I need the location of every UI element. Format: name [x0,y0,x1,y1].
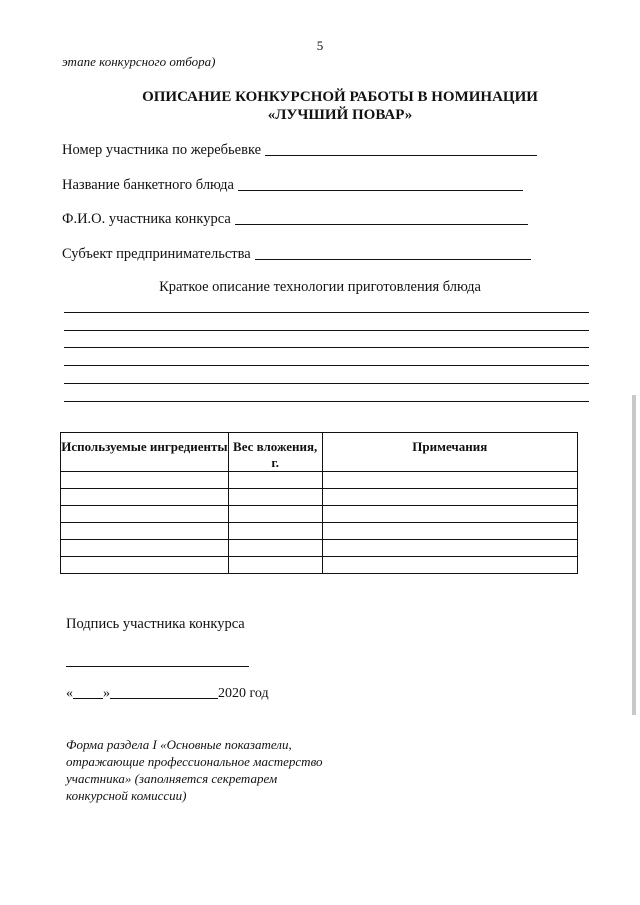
page-number: 5 [316,38,324,53]
signature-line[interactable] [66,666,249,667]
description-line[interactable] [64,401,589,402]
column-header-notes: Примечания [322,433,577,472]
participant-number-label: Номер участника по жеребьевке [62,142,262,158]
quote-close: » [103,686,110,701]
description-line[interactable] [64,365,589,366]
notes-cell[interactable] [322,540,577,557]
table-row [61,523,578,540]
column-header-ingredients: Используемые ингредиенты [61,433,229,472]
weight-cell[interactable] [228,523,322,540]
document-title [70,88,610,124]
ingredient-cell[interactable] [61,472,229,489]
participant-number-input-line[interactable] [265,155,537,156]
notes-cell[interactable] [322,557,577,574]
table-row [61,472,578,489]
subject-input-line[interactable] [255,259,531,260]
month-blank[interactable] [110,698,218,699]
description-line[interactable] [64,347,589,348]
subject-field [62,246,531,263]
dish-name-label: Название банкетного блюда [62,177,234,193]
subject-label: Субъект предпринимательства [62,246,251,262]
title-line-2: «ЛУЧШИЙ ПОВАР» [267,107,413,123]
ingredient-cell[interactable] [61,540,229,557]
ingredient-cell[interactable] [61,506,229,523]
year-label: 2020 год [218,686,269,701]
notes-cell[interactable] [322,489,577,506]
participant-number-field [62,142,537,159]
weight-cell[interactable] [228,472,322,489]
scan-edge-shadow [632,395,636,715]
ingredient-cell[interactable] [61,489,229,506]
weight-cell[interactable] [228,506,322,523]
description-line[interactable] [64,330,589,331]
weight-cell[interactable] [228,540,322,557]
signature-label: Подпись участника конкурса [66,616,245,632]
ingredients-table [60,432,578,574]
description-label: Краткое описание технологии приготовления блюда [159,279,481,295]
dish-name-input-line[interactable] [238,190,523,191]
fio-label: Ф.И.О. участника конкурса [62,211,231,227]
fio-field [62,211,528,228]
table-header-row [61,433,578,472]
table-row [61,489,578,506]
weight-cell[interactable] [228,489,322,506]
weight-cell[interactable] [228,557,322,574]
date-row [66,686,269,702]
notes-cell[interactable] [322,472,577,489]
footnote: Форма раздела I «Основные показатели, отражающие профессиональное мастерство участника» (заполняется секретарем конкурсной комиссии) [66,737,323,803]
description-line[interactable] [64,383,589,384]
column-header-weight: Вес вложения, г. [228,433,322,472]
table-row [61,540,578,557]
title-line-1: ОПИСАНИЕ КОНКУРСНОЙ РАБОТЫ В НОМИНАЦИИ [142,89,538,105]
day-blank[interactable] [73,698,103,699]
dish-name-field [62,177,523,194]
table-row [61,506,578,523]
ingredient-cell[interactable] [61,557,229,574]
quote-open: « [66,686,73,701]
description-line[interactable] [64,312,589,313]
notes-cell[interactable] [322,506,577,523]
top-note: этапе конкурсного отбора) [62,54,216,69]
ingredient-cell[interactable] [61,523,229,540]
table-row [61,557,578,574]
notes-cell[interactable] [322,523,577,540]
fio-input-line[interactable] [235,224,528,225]
